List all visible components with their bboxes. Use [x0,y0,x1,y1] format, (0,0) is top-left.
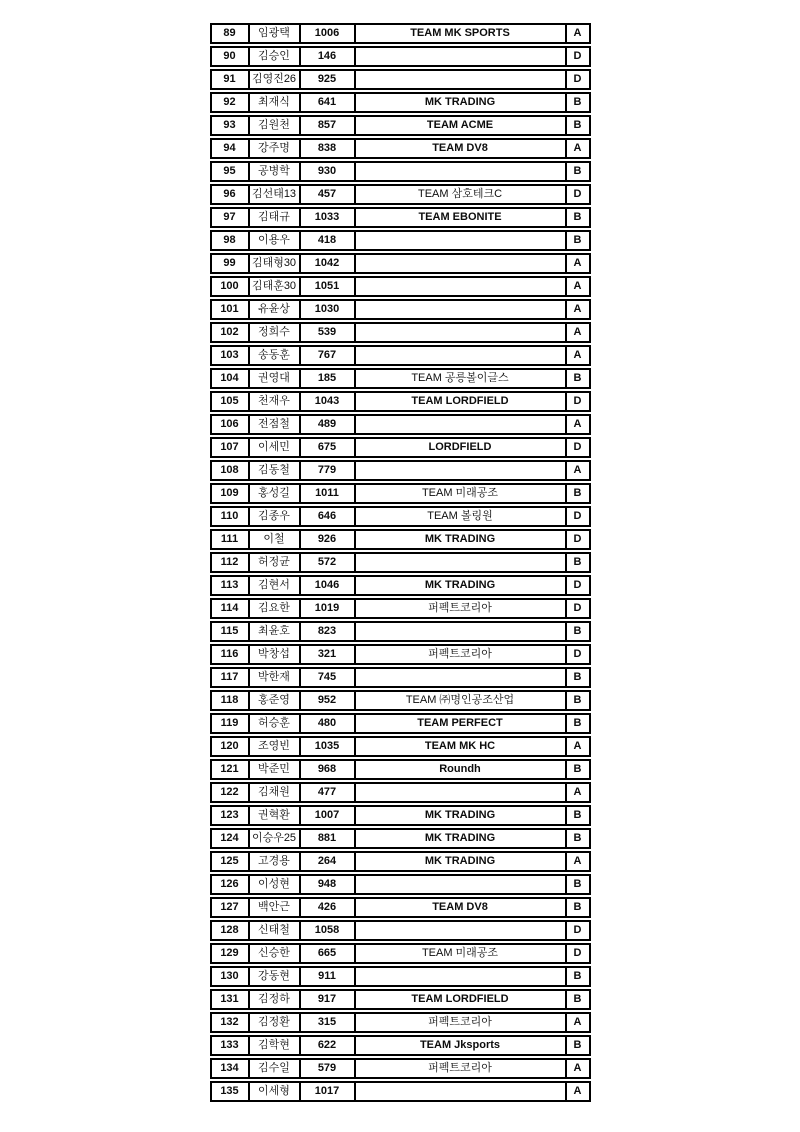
rank-cell: 128 [212,922,250,939]
rank-cell: 104 [212,370,250,387]
team-cell: 퍼펙트코리아 [356,1060,567,1077]
team-cell [356,1083,567,1100]
grade-cell: A [573,349,582,361]
grade-cell: A [573,326,582,338]
table-row [210,92,591,113]
rank-cell: 109 [212,485,250,502]
grade-cell: B [573,625,582,637]
table-row [210,989,591,1010]
table-row [210,253,591,274]
table-row [210,230,591,251]
table-row [210,138,591,159]
team-cell: TEAM DV8 [356,899,567,916]
rank-cell: 96 [212,186,250,203]
name-cell: 고경용 [250,853,301,870]
rank-cell: 130 [212,968,250,985]
table-row [210,874,591,895]
grade-cell: D [573,50,582,62]
grade-cell: B [573,993,582,1005]
rank-cell: 110 [212,508,250,525]
grade-cell: B [573,211,582,223]
name-cell: 송동훈 [250,347,301,364]
team-cell: 퍼펙트코리아 [356,1014,567,1031]
rank-cell: 122 [212,784,250,801]
team-cell [356,163,567,180]
grade-cell: D [573,533,582,545]
grade-cell: D [573,924,582,936]
table-row [210,759,591,780]
name-cell: 박창섭 [250,646,301,663]
number-cell: 264 [301,853,356,870]
number-cell: 930 [301,163,356,180]
name-cell: 김원천 [250,117,301,134]
team-cell: TEAM DV8 [356,140,567,157]
team-cell: MK TRADING [356,807,567,824]
name-cell: 김수일 [250,1060,301,1077]
rank-cell: 112 [212,554,250,571]
table-row [210,966,591,987]
table-row [210,322,591,343]
team-cell [356,416,567,433]
table-row [210,713,591,734]
grade-cell: B [573,763,582,775]
name-cell: 신태철 [250,922,301,939]
number-cell: 1058 [301,922,356,939]
grade-cell: B [573,809,582,821]
team-cell [356,922,567,939]
rank-cell: 103 [212,347,250,364]
name-cell: 강주명 [250,140,301,157]
grade-cell: D [573,602,582,614]
number-cell: 911 [301,968,356,985]
grade-cell: B [573,970,582,982]
rank-cell: 135 [212,1083,250,1100]
grade-cell: D [573,510,582,522]
name-cell: 김정환 [250,1014,301,1031]
grade-cell: A [573,257,582,269]
rank-cell: 121 [212,761,250,778]
table-row [210,575,591,596]
number-cell: 1042 [301,255,356,272]
grade-cell: B [573,832,582,844]
grade-cell: B [573,487,582,499]
rank-cell: 93 [212,117,250,134]
table-row [210,828,591,849]
name-cell: 천재우 [250,393,301,410]
rank-cell: 134 [212,1060,250,1077]
team-cell: TEAM 미래공조 [356,945,567,962]
table-row [210,184,591,205]
team-cell [356,554,567,571]
number-cell: 1019 [301,600,356,617]
team-cell: TEAM LORDFIELD [356,393,567,410]
number-cell: 675 [301,439,356,456]
name-cell: 이승우25 [250,830,301,847]
grade-cell: B [573,119,582,131]
team-cell: TEAM PERFECT [356,715,567,732]
name-cell: 이세형 [250,1083,301,1100]
team-cell: MK TRADING [356,853,567,870]
team-cell: MK TRADING [356,830,567,847]
table-row [210,506,591,527]
team-cell: TEAM LORDFIELD [356,991,567,1008]
table-row [210,920,591,941]
number-cell: 1017 [301,1083,356,1100]
team-cell [356,784,567,801]
rank-cell: 98 [212,232,250,249]
rank-cell: 127 [212,899,250,916]
team-cell [356,623,567,640]
team-cell: TEAM 삼호테크C [356,186,567,203]
grade-cell: A [573,1085,582,1097]
rank-cell: 113 [212,577,250,594]
grade-cell: A [573,1062,582,1074]
table-row [210,644,591,665]
table-row [210,368,591,389]
name-cell: 이용우 [250,232,301,249]
grade-cell: A [573,303,582,315]
team-cell: 퍼펙트코리아 [356,600,567,617]
team-cell: TEAM ㈜명인공조산업 [356,692,567,709]
rank-cell: 102 [212,324,250,341]
table-row [210,276,591,297]
grade-cell: A [573,740,582,752]
table-row [210,529,591,550]
table-row [210,943,591,964]
grade-cell: B [573,234,582,246]
table-row [210,690,591,711]
number-cell: 572 [301,554,356,571]
grade-cell: A [573,464,582,476]
team-cell: TEAM 공릉볼이글스 [356,370,567,387]
table-row [210,207,591,228]
grade-cell: D [573,188,582,200]
rank-cell: 124 [212,830,250,847]
rank-cell: 123 [212,807,250,824]
rank-cell: 125 [212,853,250,870]
name-cell: 김종우 [250,508,301,525]
number-cell: 968 [301,761,356,778]
name-cell: 전점철 [250,416,301,433]
name-cell: 최윤호 [250,623,301,640]
name-cell: 정희수 [250,324,301,341]
name-cell: 강동현 [250,968,301,985]
name-cell: 김태형30 [250,255,301,272]
team-cell: MK TRADING [356,577,567,594]
number-cell: 926 [301,531,356,548]
number-cell: 917 [301,991,356,1008]
number-cell: 1035 [301,738,356,755]
team-cell [356,48,567,65]
number-cell: 457 [301,186,356,203]
table-row [210,460,591,481]
number-cell: 1043 [301,393,356,410]
grade-cell: B [573,165,582,177]
rank-cell: 126 [212,876,250,893]
number-cell: 579 [301,1060,356,1077]
grade-cell: D [573,441,582,453]
number-cell: 185 [301,370,356,387]
grade-cell: A [573,142,582,154]
number-cell: 489 [301,416,356,433]
rank-cell: 111 [212,531,250,548]
number-cell: 1011 [301,485,356,502]
rank-cell: 119 [212,715,250,732]
rank-cell: 91 [212,71,250,88]
table-row [210,621,591,642]
name-cell: 조영빈 [250,738,301,755]
table-row [210,23,591,44]
name-cell: 권혁환 [250,807,301,824]
team-cell [356,968,567,985]
table-row [210,391,591,412]
team-cell: Roundh [356,761,567,778]
rank-cell: 129 [212,945,250,962]
number-cell: 779 [301,462,356,479]
document-page [0,23,800,1104]
name-cell: 김학현 [250,1037,301,1054]
name-cell: 김태훈30 [250,278,301,295]
name-cell: 김승인 [250,48,301,65]
name-cell: 신승한 [250,945,301,962]
number-cell: 952 [301,692,356,709]
name-cell: 홍성길 [250,485,301,502]
number-cell: 767 [301,347,356,364]
team-cell: 퍼펙트코리아 [356,646,567,663]
table-row [210,805,591,826]
number-cell: 1051 [301,278,356,295]
rank-cell: 117 [212,669,250,686]
team-cell: MK TRADING [356,531,567,548]
team-cell [356,232,567,249]
rank-cell: 97 [212,209,250,226]
rank-cell: 105 [212,393,250,410]
name-cell: 홍준영 [250,692,301,709]
table-row [210,115,591,136]
number-cell: 315 [301,1014,356,1031]
grade-cell: A [573,855,582,867]
number-cell: 622 [301,1037,356,1054]
rank-cell: 116 [212,646,250,663]
rank-cell: 133 [212,1037,250,1054]
rank-cell: 92 [212,94,250,111]
rank-cell: 131 [212,991,250,1008]
grade-cell: A [573,786,582,798]
team-cell [356,278,567,295]
name-cell: 백안근 [250,899,301,916]
name-cell: 김태규 [250,209,301,226]
grade-cell: B [573,96,582,108]
grade-cell: A [573,27,582,39]
table-row [210,1081,591,1102]
team-cell: TEAM ACME [356,117,567,134]
number-cell: 477 [301,784,356,801]
team-cell: TEAM EBONITE [356,209,567,226]
team-cell: TEAM 미래공조 [356,485,567,502]
table-row [210,552,591,573]
name-cell: 이세민 [250,439,301,456]
rank-cell: 89 [212,25,250,42]
team-cell: TEAM MK SPORTS [356,25,567,42]
table-row [210,897,591,918]
table-row [210,1058,591,1079]
grade-cell: B [573,694,582,706]
number-cell: 881 [301,830,356,847]
name-cell: 김채원 [250,784,301,801]
rank-cell: 101 [212,301,250,318]
grade-cell: B [573,878,582,890]
name-cell: 박한재 [250,669,301,686]
number-cell: 146 [301,48,356,65]
name-cell: 허정균 [250,554,301,571]
name-cell: 김영진26 [250,71,301,88]
rank-cell: 95 [212,163,250,180]
table-row [210,782,591,803]
table-row [210,437,591,458]
rank-cell: 107 [212,439,250,456]
rank-cell: 90 [212,48,250,65]
rank-cell: 120 [212,738,250,755]
number-cell: 480 [301,715,356,732]
grade-cell: D [573,947,582,959]
name-cell: 권영대 [250,370,301,387]
team-cell: TEAM Jksports [356,1037,567,1054]
table-row [210,851,591,872]
name-cell: 박준민 [250,761,301,778]
table-row [210,1035,591,1056]
number-cell: 641 [301,94,356,111]
grade-cell: A [573,418,582,430]
team-cell [356,71,567,88]
name-cell: 이철 [250,531,301,548]
rank-cell: 106 [212,416,250,433]
grade-cell: A [573,1016,582,1028]
team-cell [356,669,567,686]
table-row [210,483,591,504]
number-cell: 857 [301,117,356,134]
number-cell: 418 [301,232,356,249]
team-cell: MK TRADING [356,94,567,111]
number-cell: 1006 [301,25,356,42]
rank-cell: 94 [212,140,250,157]
number-cell: 1007 [301,807,356,824]
roster-table [210,23,591,1102]
team-cell [356,462,567,479]
table-row [210,736,591,757]
number-cell: 1033 [301,209,356,226]
number-cell: 823 [301,623,356,640]
number-cell: 539 [301,324,356,341]
name-cell: 김정하 [250,991,301,1008]
number-cell: 745 [301,669,356,686]
table-row [210,46,591,67]
number-cell: 1046 [301,577,356,594]
table-row [210,299,591,320]
grade-cell: B [573,717,582,729]
name-cell: 공병학 [250,163,301,180]
name-cell: 유윤상 [250,301,301,318]
grade-cell: B [573,1039,582,1051]
name-cell: 허승훈 [250,715,301,732]
grade-cell: B [573,372,582,384]
grade-cell: D [573,395,582,407]
name-cell: 임광택 [250,25,301,42]
rank-cell: 118 [212,692,250,709]
name-cell: 김요한 [250,600,301,617]
rank-cell: 100 [212,278,250,295]
number-cell: 426 [301,899,356,916]
grade-cell: B [573,901,582,913]
grade-cell: B [573,556,582,568]
rank-cell: 99 [212,255,250,272]
team-cell [356,255,567,272]
grade-cell: B [573,671,582,683]
rank-cell: 132 [212,1014,250,1031]
table-row [210,69,591,90]
number-cell: 948 [301,876,356,893]
number-cell: 838 [301,140,356,157]
number-cell: 665 [301,945,356,962]
number-cell: 925 [301,71,356,88]
grade-cell: D [573,73,582,85]
grade-cell: D [573,648,582,660]
number-cell: 1030 [301,301,356,318]
grade-cell: A [573,280,582,292]
grade-cell: D [573,579,582,591]
team-cell [356,324,567,341]
name-cell: 최재식 [250,94,301,111]
name-cell: 김동철 [250,462,301,479]
table-row [210,414,591,435]
team-cell: LORDFIELD [356,439,567,456]
name-cell: 김선태13 [250,186,301,203]
team-cell [356,301,567,318]
rank-cell: 108 [212,462,250,479]
table-row [210,598,591,619]
name-cell: 김현서 [250,577,301,594]
number-cell: 321 [301,646,356,663]
table-row [210,1012,591,1033]
rank-cell: 115 [212,623,250,640]
number-cell: 646 [301,508,356,525]
table-row [210,161,591,182]
name-cell: 이성현 [250,876,301,893]
team-cell [356,876,567,893]
team-cell: TEAM 볼링원 [356,508,567,525]
team-cell: TEAM MK HC [356,738,567,755]
rank-cell: 114 [212,600,250,617]
table-row [210,345,591,366]
table-row [210,667,591,688]
team-cell [356,347,567,364]
